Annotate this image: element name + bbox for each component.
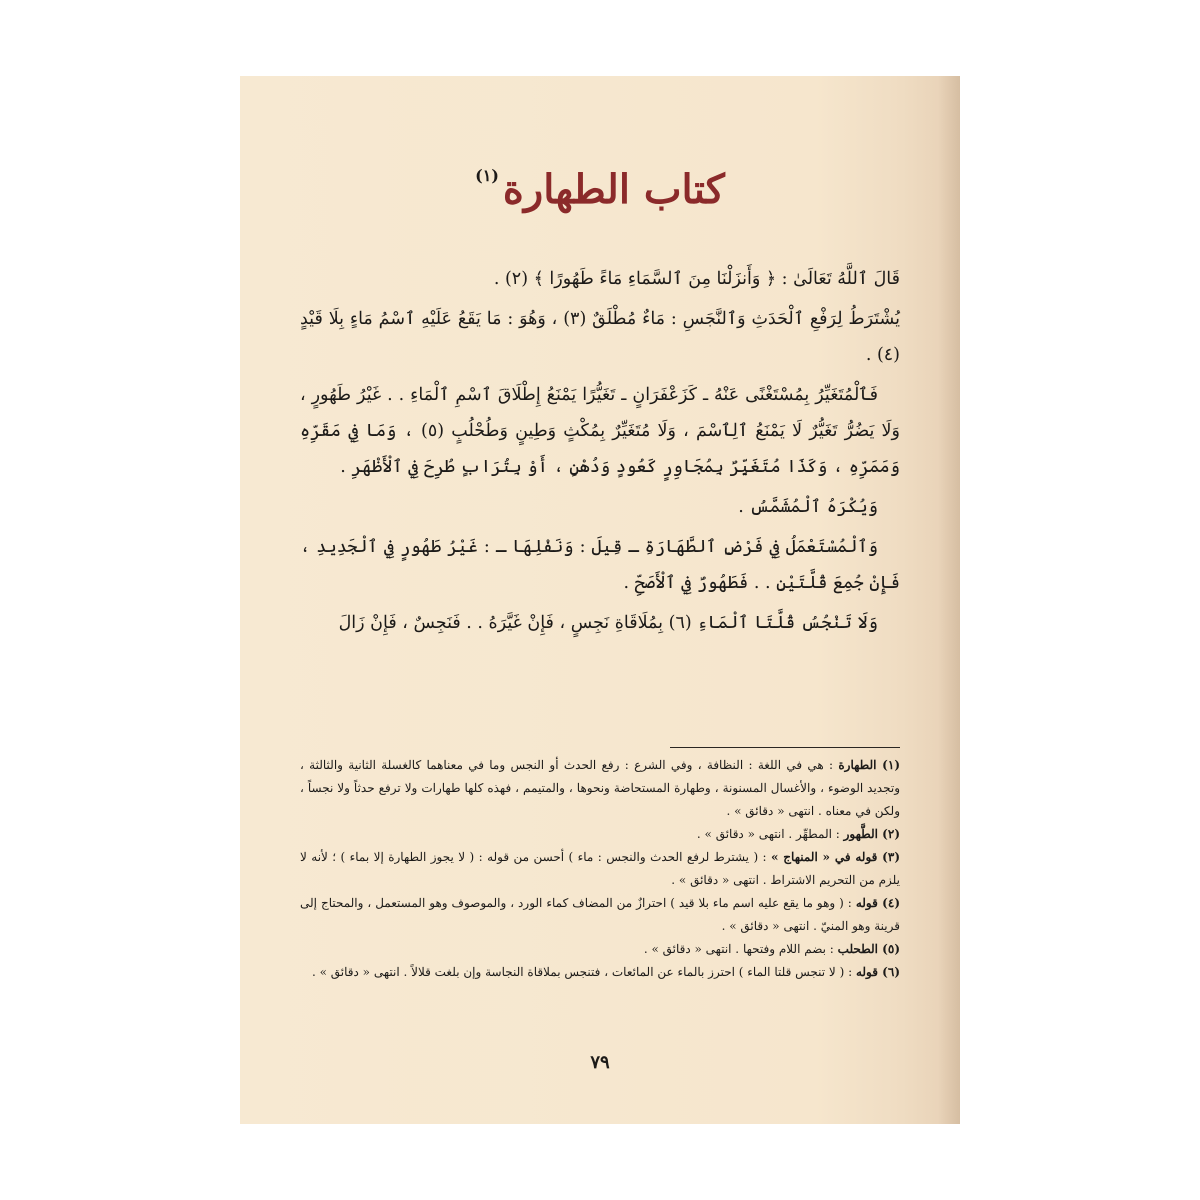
footnote — [300, 754, 900, 823]
footnote-text: : ( وهو ما يقع عليه اسم ماء بلا قيد ) احترازٌ من المضاف كماء الورد ، والموصوف وهو المستعمل ، والمحتاج إلى قرينة وهو المنيّ . انتهى « دقائق » . — [300, 896, 900, 933]
footnote-label: (٢) الطَّهور — [843, 827, 900, 841]
page-number: ٧٩ — [590, 1052, 610, 1073]
footnote-divider — [670, 747, 900, 748]
footnotes — [300, 754, 900, 984]
paragraph: وَلَا تَنْجُسُ قُلَّتَا ٱلْمَاءِ (٦) بِمُلَاقَاةِ نَجِسٍ ، فَإِنْ غَيَّرَهُ . . فَنَجِسٌ ، فَإِنْ زَالَ — [338, 613, 878, 633]
footnote — [300, 892, 900, 938]
footnote-label: (٦) قوله — [855, 965, 900, 979]
footnote-text: : هي في اللغة : النظافة ، وفي الشرع : رفع الحدث أو النجس وما في معناهما كالغسلة الثانية والثالثة ، وتجديد الوضوء ، والأغسال المسنونة ، وطهارة المستحاضة ونحوها ، والمتيمم ، فهذه كلها طهارات ولا ترفع حدثاً ولا نجساً ، ولكن في معناه . انتهى « دقائق » . — [300, 758, 900, 818]
paragraph: قَالَ ٱللَّهُ تَعَالَىٰ : ﴿ وَأَنزَلْنَا مِنَ ٱلسَّمَاءِ مَاءً طَهُورًا ﴾ (٢) . — [493, 269, 900, 289]
footnote — [300, 961, 900, 984]
footnote-text: : ( يشترط لرفع الحدث والنجس : ماء ) أحسن من قوله : ( لا يجوز الطهارة إلا بماء ) ؛ لأنه لا يلزم من التحريم الاشتراط . انتهى « دقائق » . — [300, 850, 900, 887]
footnote — [300, 823, 900, 846]
footnote-label: (٥) الطحلب — [837, 942, 900, 956]
title-footnote-marker: (١) — [475, 166, 499, 185]
paragraph: وَيُكْرَهُ ٱلْمُشَمَّسُ . — [738, 497, 878, 517]
chapter-title — [240, 166, 960, 213]
footnote — [300, 938, 900, 961]
chapter-title-text: كتاب الطهارة — [502, 166, 725, 213]
footnote — [300, 846, 900, 892]
footnote-text: : المطهِّر . انتهى « دقائق » . — [696, 827, 840, 841]
footnote-label: (١) الطهارة — [838, 758, 900, 772]
paragraph: فَٱلْمُتَغَيِّرُ بِمُسْتَغْنًى عَنْهُ ـ كَزَعْفَرَانٍ ـ تَغَيُّرًا يَمْنَعُ إِطْلَاقَ ٱسْمِ ٱلْمَاءِ . . غَيْرُ طَهُورٍ ، وَلَا يَضُرُّ تَغَيُّرٌ لَا يَمْنَعُ ٱلِٱسْمَ ، وَلَا مُتَغَيِّرٌ بِمُكْثٍ وَطِينٍ وَطُحْلُبٍ (٥) ، وَمَا فِي مَقَرِّهِ وَمَمَرِّهِ ، وَكَذَا مُتَغَيِّرٌ بِمُجَاوِرٍ كَعُودٍ وَدُهْنٍ ، أَوْ بِتُرَابٍ طُرِحَ فِي ٱلْأَظْهَرِ . — [300, 385, 900, 477]
footnote-label: (٣) قوله في « المنهاج » — [771, 850, 900, 864]
main-text — [300, 261, 900, 645]
page-edge-shadow — [938, 76, 960, 1124]
paragraph: يُشْتَرَطُ لِرَفْعِ ٱلْحَدَثِ وَٱلنَّجَسِ : مَاءٌ مُطْلَقٌ (٣) ، وَهُوَ : مَا يَقَعُ عَلَيْهِ ٱسْمُ مَاءٍ بِلَا قَيْدٍ (٤) . — [300, 309, 900, 365]
footnote-text: : بضم اللام وفتحها . انتهى « دقائق » . — [643, 942, 834, 956]
book-page — [240, 76, 960, 1124]
footnote-label: (٤) قوله — [855, 896, 900, 910]
paragraph: وَٱلْمُسْتَعْمَلُ فِي فَرْضِ ٱلطَّهَارَةِ ـ قِيلَ : وَنَفْلِهَا ـ : غَيْرُ طَهُورٍ فِي ٱلْجَدِيدِ ، فَإِنْ جُمِعَ قُلَّتَيْنِ . . فَطَهُورٌ فِي ٱلْأَصَحِّ . — [300, 537, 900, 593]
footnote-text: : ( لا تنجس قلتا الماء ) احترز بالماء عن المائعات ، فتنجس بملاقاة النجاسة وإن بلغت قلالاً . انتهى « دقائق » . — [311, 965, 853, 979]
